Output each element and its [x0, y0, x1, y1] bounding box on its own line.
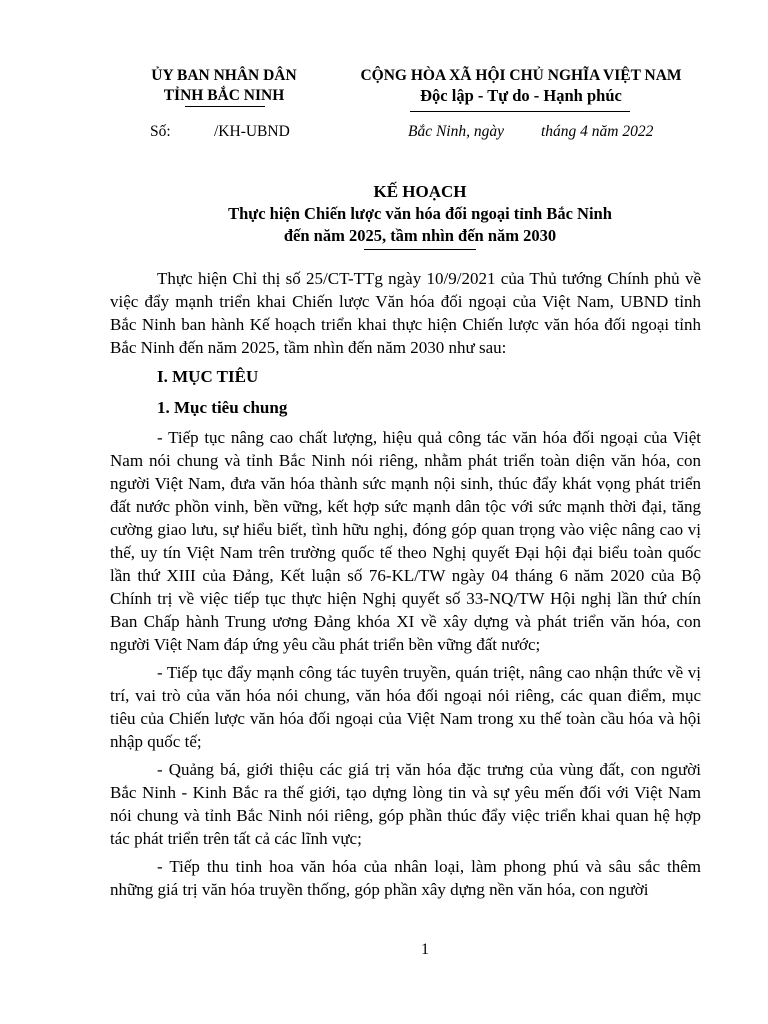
doc-place-date: Bắc Ninh, ngày: [408, 123, 504, 140]
issuing-agency: [120, 66, 328, 106]
subsection-heading-1: 1. Mục tiêu chung: [157, 398, 288, 417]
paragraph-3: - Quảng bá, giới thiệu các giá trị văn hóa đặc trưng của vùng đất, con người Bắc Ninh - Kinh Bắc ra thế giới, tạo dựng lòng tin và sự yêu mến đối với Việt Nam nói chung và tỉnh Bắc Ninh nói riêng, góp phần thúc đẩy việc triển khai quan hệ hợp tác phát triển trên tất cả các lĩnh vực;: [110, 760, 701, 848]
doc-number-code: /KH-UBND: [214, 123, 290, 140]
national-heading: [330, 66, 712, 106]
document-body: [110, 267, 701, 906]
document-title: [110, 181, 730, 247]
title-sub-1: Thực hiện Chiến lược văn hóa đối ngoại tỉnh Bắc Ninh: [228, 204, 612, 223]
intro-paragraph: Thực hiện Chỉ thị số 25/CT-TTg ngày 10/9/2021 của Thủ tướng Chính phủ về việc đẩy mạnh triển khai Chiến lược Văn hóa đối ngoại của Việt Nam, UBND tỉnh Bắc Ninh ban hành Kế hoạch triển khai thực hiện Chiến lược văn hóa đối ngoại tỉnh Bắc Ninh đến năm 2025, tầm nhìn đến năm 2030 như sau:: [110, 269, 701, 357]
doc-number-label: Số:: [150, 123, 171, 140]
page-number: 1: [421, 941, 429, 958]
agency-underline: [185, 106, 265, 107]
doc-month-year: tháng 4 năm 2022: [541, 123, 654, 140]
title-underline: [364, 249, 476, 250]
paragraph-2: - Tiếp tục đẩy mạnh công tác tuyên truyền, quán triệt, nâng cao nhận thức về vị trí, vai trò của văn hóa nói chung, văn hóa đối ngoại nói riêng, các quan điểm, mục tiêu của Chiến lược văn hóa đối ngoại của Việt Nam trong xu thế toàn cầu hóa và hội nhập quốc tế;: [110, 663, 701, 751]
motto-underline: [410, 111, 630, 112]
paragraph-1: - Tiếp tục nâng cao chất lượng, hiệu quả công tác văn hóa đối ngoại của Việt Nam nói chung và tỉnh Bắc Ninh nói riêng, nhằm phát triển toàn diện văn hóa, con người Việt Nam, đưa văn hóa thành sức mạnh nội sinh, thúc đẩy khát vọng phát triển đất nước phồn vinh, bền vững, kết hợp sức mạnh dân tộc với sức mạnh thời đại, tăng cường giao lưu, sự hiểu biết, tình hữu nghị, đóng góp quan trọng vào việc nâng cao vị thế, uy tín Việt Nam trên trường quốc tế theo Nghị quyết Đại hội đại biểu toàn quốc lần thứ XIII của Đảng, Kết luận số 76-KL/TW ngày 04 tháng 6 năm 2020 của Bộ Chính trị về việc tiếp tục thực hiện Nghị quyết số 33-NQ/TW Hội nghị lần thứ chín Ban Chấp hành Trung ương Đảng khóa XI về xây dựng và phát triển văn hóa, con người Việt Nam đáp ứng yêu cầu phát triển bền vững đất nước;: [110, 428, 701, 654]
title-main: KẾ HOẠCH: [373, 182, 467, 201]
title-sub-2: đến năm 2025, tầm nhìn đến năm 2030: [283, 226, 557, 245]
national-motto: Độc lập - Tự do - Hạnh phúc: [420, 86, 622, 105]
agency-line-1: ỦY BAN NHÂN DÂN: [151, 67, 297, 84]
paragraph-4: - Tiếp thu tinh hoa văn hóa của nhân loại, làm phong phú và sâu sắc thêm những giá trị văn hóa truyền thống, góp phần xây dựng nền văn hóa, con người: [110, 857, 701, 899]
section-heading-1: I. MỤC TIÊU: [157, 367, 259, 386]
country-name: CỘNG HÒA XÃ HỘI CHỦ NGHĨA VIỆT NAM: [360, 67, 682, 84]
agency-line-2: TỈNH BẮC NINH: [163, 87, 285, 104]
